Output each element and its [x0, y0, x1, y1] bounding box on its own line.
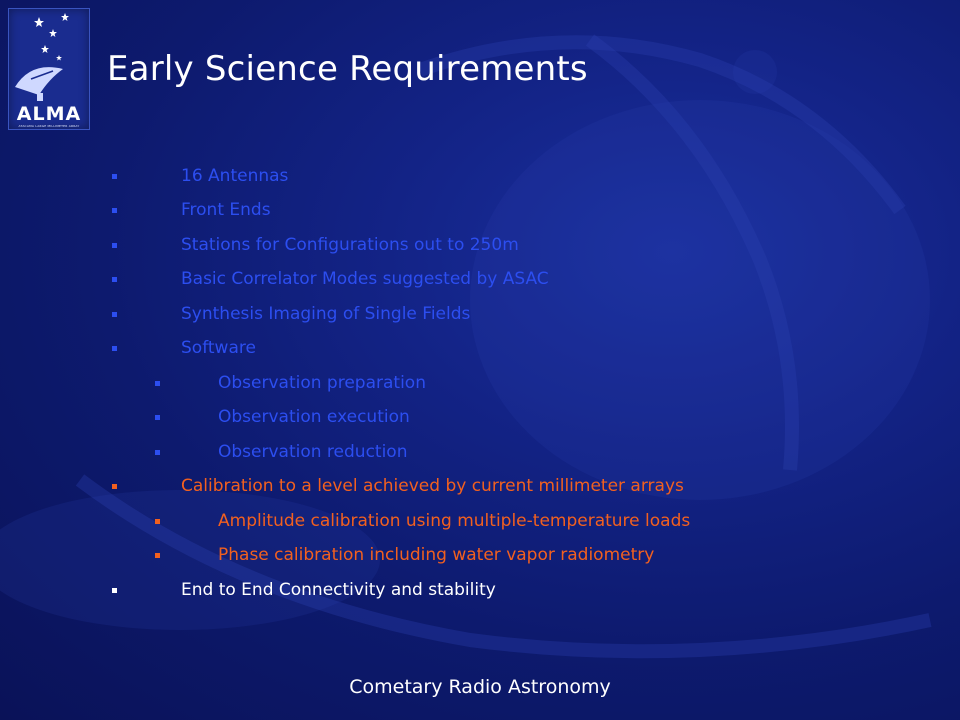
bullet-marker-icon: [155, 450, 160, 455]
bullet-marker-icon: [112, 588, 117, 593]
footer-text: Cometary Radio Astronomy: [349, 676, 611, 698]
bullet-marker-icon: [112, 484, 117, 489]
bullet-marker-icon: [112, 174, 117, 179]
logo-text: ALMA: [16, 103, 82, 125]
bullet-text: Observation reduction: [218, 442, 408, 462]
bullet-marker-icon: [112, 346, 117, 351]
bullet-text: Phase calibration including water vapor radiometry: [218, 545, 655, 565]
bullet-marker-icon: [112, 208, 117, 213]
bullet-text: Observation preparation: [218, 373, 426, 393]
bullet-marker-icon: [155, 415, 160, 420]
bullet-text: Software: [181, 338, 256, 358]
bullet-text: Stations for Configurations out to 250m: [181, 235, 519, 255]
bullet-text: Basic Correlator Modes suggested by ASAC: [181, 269, 549, 289]
bullet-text: Calibration to a level achieved by current millimeter arrays: [181, 476, 684, 496]
logo-subtext: ATACAMA LARGE MILLIMETER ARRAY: [18, 125, 80, 128]
slide-title: Early Science Requirements: [107, 49, 588, 89]
bullet-text: Observation execution: [218, 407, 410, 427]
bullet-marker-icon: [112, 312, 117, 317]
bullet-text: Front Ends: [181, 200, 271, 220]
bullet-text: Amplitude calibration using multiple-temperature loads: [218, 511, 691, 531]
bullet-marker-icon: [155, 553, 160, 558]
bullet-marker-icon: [112, 243, 117, 248]
bullet-text: End to End Connectivity and stability: [181, 580, 496, 600]
bullet-text: 16 Antennas: [181, 166, 289, 186]
bullet-marker-icon: [112, 277, 117, 282]
bullet-marker-icon: [155, 381, 160, 386]
bullet-marker-icon: [155, 519, 160, 524]
bullet-text: Synthesis Imaging of Single Fields: [181, 304, 471, 324]
